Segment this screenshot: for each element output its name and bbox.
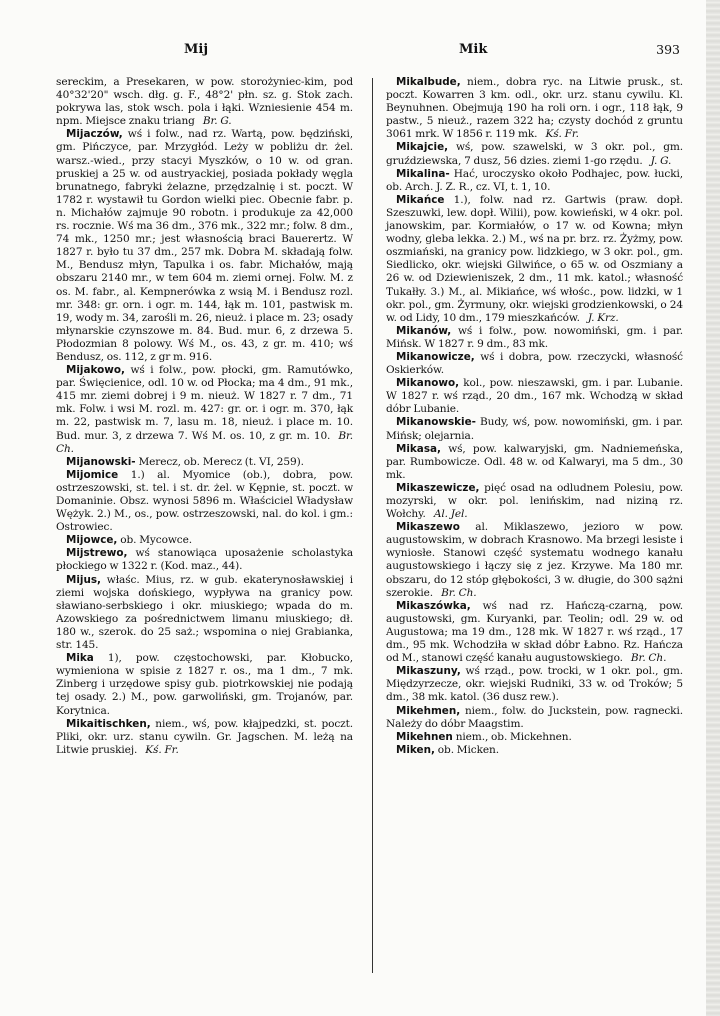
entry-text: właśc. Mius, rz. w gub. ekaterynosławskiej i ziemi wojska dońskiego, wypływa na granicy pow. sławiano-serbskiego i okr. miuskiego; wpada do m. Azowskiego za pośrednictwem limanu miuskiego; dł. 180 w., szerok. do 25 saż.; wspomina o niej Grabianka, str. 145. — [56, 573, 353, 652]
dictionary-entry — [386, 744, 683, 757]
author-signature: Kś. Fr. — [545, 128, 579, 141]
dictionary-entry — [386, 416, 683, 442]
dictionary-entry — [56, 456, 353, 469]
dictionary-entry — [386, 705, 683, 731]
dictionary-entry — [386, 600, 683, 665]
dictionary-entry — [386, 521, 683, 600]
author-signature: Br. Ch. — [56, 429, 353, 455]
entry-text: niem., dobra ryc. na Litwie prusk., st. poczt. Kowarren 3 km. odl., okr. urz. stanu cywilu. Kl. Beynuhnen. Obejmują 190 ha roli orn. i ogr., 118 łąk, 9 pastw., 5 nieuż., razem 322 ha; czysty dochód z gruntu 3061 mrk. W 1856 r. 119 mk. — [386, 76, 684, 141]
entry-headword: Mikaszewicze, — [396, 481, 480, 494]
entry-text: niem., folw. do Juckstein, pow. ragnecki. Należy do dóbr Maagstim. — [386, 704, 684, 730]
dictionary-entry — [56, 652, 353, 717]
entry-text: sereckim, a Presekaren, w pow. storożyniec-kim, pod 40°32'20" wsch. dłg. g. F., 48°2' płn. sz. g. Stok zach. pokrywa las, stok wsch. pola i łąki. Wzniesienie 454 m. npm. Miejsce znaku triang — [56, 76, 353, 128]
running-head-left: Mij — [184, 42, 209, 57]
author-signature: J. G. — [650, 154, 672, 167]
entry-headword: Mijakowo, — [66, 364, 125, 377]
column-divider — [372, 78, 373, 973]
entry-text: Budy, wś, pow. nowomiński, gm. i par. Mińsk; olejarnia. — [386, 416, 683, 442]
entry-headword: Mikanowicze, — [396, 350, 475, 363]
dictionary-entry — [56, 718, 353, 757]
entry-headword: Mikańce — [396, 193, 445, 206]
entry-text: wś i dobra, pow. rzeczycki, własność Oskierków. — [386, 350, 683, 377]
dictionary-entry — [56, 364, 353, 456]
right-column — [386, 76, 683, 757]
author-signature: J. Krz. — [587, 311, 619, 324]
entry-text: 1.) al. Myomice (ob.), dobra, pow. ostrzeszowski, st. tel. i st. dr. żel. w Kępnie, st. poczt. w Domaninie. Obsz. wynosi 5896 m. Właściciel Władysław Wężyk. 2.) M., os., pow. ostrzeszowski, nal. do kol. i gm.: Ostrowiec. — [56, 468, 353, 534]
entry-headword: Mikajcie, — [396, 141, 449, 154]
entry-headword: Mijanowski- — [66, 455, 136, 468]
entry-text: ob. Mycowce. — [120, 534, 192, 547]
entry-headword: Mikaszuny, — [396, 665, 461, 678]
entry-headword: Mikalbude, — [396, 76, 461, 88]
dictionary-entry — [56, 128, 353, 364]
dictionary-entry — [386, 141, 683, 167]
entry-text: kol., pow. nieszawski, gm. i par. Lubanie. W 1827 r. wś rząd., 20 dm., 167 mk. Wchodzą w skład dóbr Lubanie. — [386, 377, 683, 416]
entry-text: wś i folw., nad rz. Wartą, pow. będziński, gm. Pińczyce, par. Mrzygłód. Leży w pobliżu dr. żel. warsz.-wied., przy stacyi Myszków, o 10 w. od gran. pruskiej a 25 w. od austryackiej, posiada pokłady węgla brunatnego, fabryki żelazne, przędzalnię i st. poczt. W 1782 r. wystawił tu Gordon wielki piec. Obecnie fabr. p. n. Michałów zajmuje 90 robotn. i produkuje za 42,000 rs. rocznie. Wś ma 36 dm., 376 mk., 322 mr.; folw. 8 dm., 74 mk., 1250 mr.; jest własnością braci Bauerertz. W 1827 r. było tu 37 dm., 257 mk. Dobra M. składają folw. M., Bendusz młyn, Tapulka i os. fabr. Michałów, mają obszaru 2140 mr., w tem 604 m. ziemi ornej. Folw. M. z os. M. fabr., al. Kempnerówka z wsią M. i Bendusz rozl. mr. 348: gr. orn. i ogr. m. 144, łąk m. 101, pastwisk m. 19, wody m. 34, zarośli m. 26, nieuż. i place m. 23; osady młynarskie czynszowe m. 84. Bud. mur. 6, z drzewa 5. Płodozmian 8 polowy. Wś M., os. 43, z gr. m. 410; wś Bendusz, os. 112, z gr m. 916. — [56, 128, 353, 363]
entry-text: al. Miklaszewo, jezioro w pow. augustowskim, w dobrach Krasnowo. Ma brzegi lesiste i wyniosłe. Stanowi część systematu wodnego kanału augustowskiego i łączy się z jez. Krzywe. Ma 180 mr. obszaru, do 12 stóp głębokości, 3 w. długie, do 300 sążni szerokie. — [386, 521, 683, 599]
entry-text: niem., wś, pow. kłajpedzki, st. poczt. Pliki, okr. urz. stanu cywiln. Gr. Jagschen. M. leżą na Litwie pruskiej. — [56, 717, 353, 756]
entry-headword: Mijowce, — [66, 534, 118, 547]
page-number: 393 — [656, 42, 680, 57]
dictionary-entry — [56, 469, 353, 534]
page-header — [54, 38, 680, 62]
entry-headword: Mika — [66, 652, 94, 665]
entry-headword: Mikehmen, — [396, 704, 461, 717]
dictionary-entry — [386, 351, 683, 377]
dictionary-entry — [386, 482, 683, 521]
entry-text: wś rząd., pow. trocki, w 1 okr. pol., gm. Międzyrzecze, okr. wiejski Rudniki, 33 w. od Troków; 5 dm., 38 mk. katol. (36 dusz rew.). — [386, 665, 683, 704]
text-columns — [54, 76, 684, 981]
entry-headword: Mijus, — [66, 573, 101, 586]
dictionary-entry — [56, 76, 353, 128]
entry-headword: Mikalina- — [396, 167, 450, 180]
entry-text: ob. Micken. — [437, 743, 499, 756]
entry-headword: Mikasa, — [396, 442, 441, 455]
entry-headword: Mijaczów, — [66, 128, 123, 141]
author-signature: Br. Ch. — [441, 586, 477, 599]
entry-text: wś i folw., pow. nowomiński, gm. i par. Mińsk. W 1827 r. 9 dm., 83 mk. — [386, 324, 683, 350]
left-column — [56, 76, 353, 757]
entry-text: wś, pow. szawelski, w 3 okr. pol., gm. gruździewska, 7 dusz, 56 dzies. ziemi 1-go rzędu. — [386, 141, 683, 167]
entry-headword: Mikanowo, — [396, 377, 460, 390]
entry-text: Hać, uroczysko około Podhajec, pow. łucki, ob. Arch. J. Z. R., cz. VI, t. 1, 10. — [386, 167, 684, 193]
dictionary-entry — [386, 377, 683, 416]
entry-headword: Mikaszówka, — [396, 599, 471, 612]
entry-text: wś stanowiąca uposażenie scholastyka płockiego w 1322 r. (Kod. maz., 44). — [56, 547, 354, 573]
dictionary-entry — [386, 665, 683, 704]
entry-headword: Mikanowskie- — [396, 416, 476, 429]
entry-headword: Mikaszewo — [396, 521, 460, 534]
author-signature: Al. Jel. — [433, 508, 468, 521]
entry-text: 1), pow. częstochowski, par. Kłobucko, wymieniona w spisie z 1827 r. os., ma 1 dm., 7 mk. Zinberg i urzędowe spisy gub. piotrkowskiej nie podają tej osady. 2.) M., pow. garwoliński, gm. Trojanów, par. Korytnica. — [56, 652, 353, 717]
dictionary-entry — [56, 574, 353, 653]
entry-headword: Mikaitischken, — [66, 717, 151, 730]
dictionary-entry — [386, 194, 683, 325]
entry-text: 1.), folw. nad rz. Gartwis (praw. dopł. Szeszuwki, lew. dopł. Wilii), pow. kowieński, w 4 okr. pol. janowskim, par. Kormiałów, o 17 w. od Kowna; młyn wodny, gleba lekka. 2.) M., wś na pr. brz. rz. Żyżmy, pow. oszmiański, na granicy pow. lidzkiego, w 3 okr. pol., gm. Siedlicko, okr. wiejski Gilwińce, o 65 w. od Oszmiany a 26 w. od Dziewieniszek, 2 dm., 11 mk. katol.; własność Tukałły. 3.) M., al. Mikiańce, wś włośc., pow. lidzki, w 1 okr. pol., gm. Żyrmuny, okr. wiejski grodzienkowski, o 24 w. od Lidy, 10 dm., 179 mieszkańców. — [386, 193, 684, 324]
dictionary-entry — [386, 443, 683, 482]
entry-text: wś nad rz. Hańczą-czarną, pow. augustowski, gm. Kuryanki, par. Teolin; odl. 29 w. od Augustowa; ma 19 dm., 128 mk. W 1827 r. wś rząd., 17 dm., 95 mk. Wchodziła w skład dóbr Łabno. Rz. Hańcza od M., stanowi część kanału augustowskiego. — [386, 599, 683, 665]
dictionary-page — [54, 38, 684, 988]
dictionary-entry — [56, 534, 353, 547]
scan-edge — [706, 0, 720, 1016]
entry-headword: Mikanów, — [396, 324, 452, 337]
entry-headword: Mijomice — [66, 468, 119, 481]
author-signature: Br. G. — [202, 115, 232, 128]
dictionary-entry — [386, 325, 683, 351]
dictionary-entry — [386, 76, 683, 141]
dictionary-entry — [386, 168, 683, 194]
entry-headword: Miken, — [396, 743, 435, 756]
dictionary-entry — [56, 547, 353, 573]
entry-text: Merecz, ob. Merecz (t. VI, 259). — [138, 455, 304, 468]
author-signature: Br. Ch. — [630, 652, 667, 665]
running-head-right: Mik — [459, 42, 488, 57]
entry-text: niem., ob. Mickehnen. — [455, 730, 572, 743]
entry-text: pięć osad na odludnem Polesiu, pow. mozyrski, w okr. pol. lenińskim, nad niziną rz. Wołchy. — [386, 481, 683, 521]
dictionary-entry — [386, 731, 683, 744]
entry-text: wś, pow. kalwaryjski, gm. Nadniemeńska, par. Rumbowicze. Odl. 48 w. od Kalwaryi, ma 5 dm., 30 mk. — [386, 442, 683, 481]
entry-text: wś i folw., pow. płocki, gm. Ramutówko, par. Święcienice, odl. 10 w. od Płocka; ma 4 dm., 91 mk., 415 mr. ziemi dobrej i 9 m. nieuż. W 1827 r. 7 dm., 71 mk. Folw. i wsi M. rozl. m. 427: gr. or. i ogr. m. 370, łąk m. 22, pastwisk m. 7, lasu m. 18, nieuż. i place m. 10. Bud. mur. 3, z drzewa 7. Wś M. os. 10, z gr. m. 10. — [56, 364, 353, 442]
entry-headword: Mikehnen — [396, 730, 453, 743]
entry-headword: Mijstrewo, — [66, 547, 128, 560]
author-signature: Kś. Fr. — [145, 743, 179, 756]
